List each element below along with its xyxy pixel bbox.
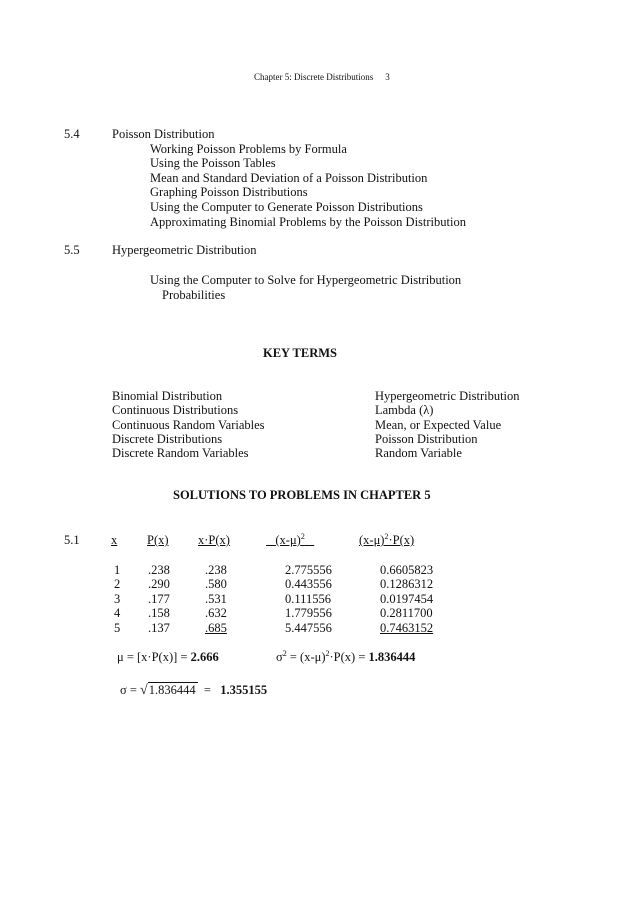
- key-term: Mean, or Expected Value: [375, 418, 502, 432]
- page-number: 3: [385, 72, 390, 82]
- key-term: Binomial Distribution: [112, 389, 223, 403]
- table-cell-px: .158: [148, 606, 170, 620]
- key-term: Lambda (λ): [375, 403, 434, 417]
- table-cell-devp: 0.7463152: [380, 621, 434, 635]
- table-cell-px: .290: [148, 577, 170, 591]
- table-cell-xpx: .238: [205, 563, 227, 577]
- col-header-weighted-deviation: $(x-\mu)^2\cdot P(x)$: [359, 532, 415, 547]
- table-cell-px: .238: [148, 563, 170, 577]
- section-item: Graphing Poisson Distributions: [150, 185, 308, 199]
- key-terms-heading: KEY TERMS: [263, 346, 337, 360]
- variance-formula: $\sigma^2 = (x-\mu)^2\cdot P(x) = 1.836444$: [276, 649, 416, 664]
- table-cell-px: .137: [148, 621, 170, 635]
- page-header: [254, 72, 390, 82]
- section-item: Using the Computer to Solve for Hypergeometric Distribution: [150, 273, 462, 287]
- table-cell-px: .177: [148, 592, 170, 606]
- table-cell-x: 5: [114, 621, 121, 635]
- section-title: Poisson Distribution: [112, 127, 215, 141]
- table-cell-devp: 0.1286312: [380, 577, 434, 591]
- section-number: 5.5: [64, 243, 80, 257]
- section-title: Hypergeometric Distribution: [112, 243, 257, 257]
- mean-formula: μ = [x·P(x)] = 2.666: [117, 650, 219, 664]
- std-dev-value: 1.355155: [220, 683, 268, 697]
- table-cell-dev: 5.447556: [285, 621, 332, 635]
- section-item: Using the Poisson Tables: [150, 156, 276, 170]
- key-term: Discrete Distributions: [112, 432, 223, 446]
- table-cell-dev: 0.111556: [285, 592, 331, 606]
- table-cell-dev: 2.775556: [285, 563, 332, 577]
- table-cell-xpx: .632: [205, 606, 227, 620]
- std-dev-formula: σ = √1.836444 = 1.355155: [120, 683, 268, 698]
- header-title: Chapter 5: Discrete Distributions: [254, 72, 374, 82]
- section-number: 5.4: [64, 127, 80, 141]
- col-header-px: P(x): [147, 533, 169, 547]
- col-header-xpx: x·P(x): [198, 533, 230, 547]
- key-term: Random Variable: [375, 446, 462, 460]
- table-cell-xpx: .531: [205, 592, 227, 606]
- section-item: Using the Computer to Generate Poisson Distributions: [150, 200, 423, 214]
- table-cell-devp: 0.0197454: [380, 592, 434, 606]
- square-root: √1.836444: [140, 683, 196, 698]
- table-cell-xpx: .580: [205, 577, 227, 591]
- variance-value: 1.836444: [368, 650, 416, 664]
- key-term: Poisson Distribution: [375, 432, 478, 446]
- table-cell-xpx: .685: [205, 621, 227, 635]
- solutions-heading: SOLUTIONS TO PROBLEMS IN CHAPTER 5: [173, 488, 431, 502]
- table-cell-devp: 0.2811700: [380, 606, 433, 620]
- table-cell-x: 3: [114, 592, 121, 606]
- table-cell-x: 4: [114, 606, 121, 620]
- col-header-deviation-squared: $(x-\mu)^2$: [275, 532, 305, 547]
- table-cell-dev: 1.779556: [285, 606, 332, 620]
- section-item: Working Poisson Problems by Formula: [150, 142, 347, 156]
- key-term: Continuous Distributions: [112, 403, 239, 417]
- key-term: Continuous Random Variables: [112, 418, 265, 432]
- section-item: Approximating Binomial Problems by the Poisson Distribution: [150, 215, 466, 229]
- table-cell-dev: 0.443556: [285, 577, 332, 591]
- table-cell-x: 2: [114, 577, 121, 591]
- mean-value: 2.666: [190, 650, 219, 664]
- key-term: Discrete Random Variables: [112, 446, 249, 460]
- section-item: Mean and Standard Deviation of a Poisson Distribution: [150, 171, 428, 185]
- col-header-x: x: [111, 533, 118, 547]
- radical-sign: √: [140, 683, 148, 698]
- problem-number: 5.1: [64, 533, 80, 547]
- table-cell-devp: 0.6605823: [380, 563, 434, 577]
- key-term: Hypergeometric Distribution: [375, 389, 520, 403]
- table-cell-x: 1: [114, 563, 121, 577]
- section-item-continued: Probabilities: [162, 288, 226, 302]
